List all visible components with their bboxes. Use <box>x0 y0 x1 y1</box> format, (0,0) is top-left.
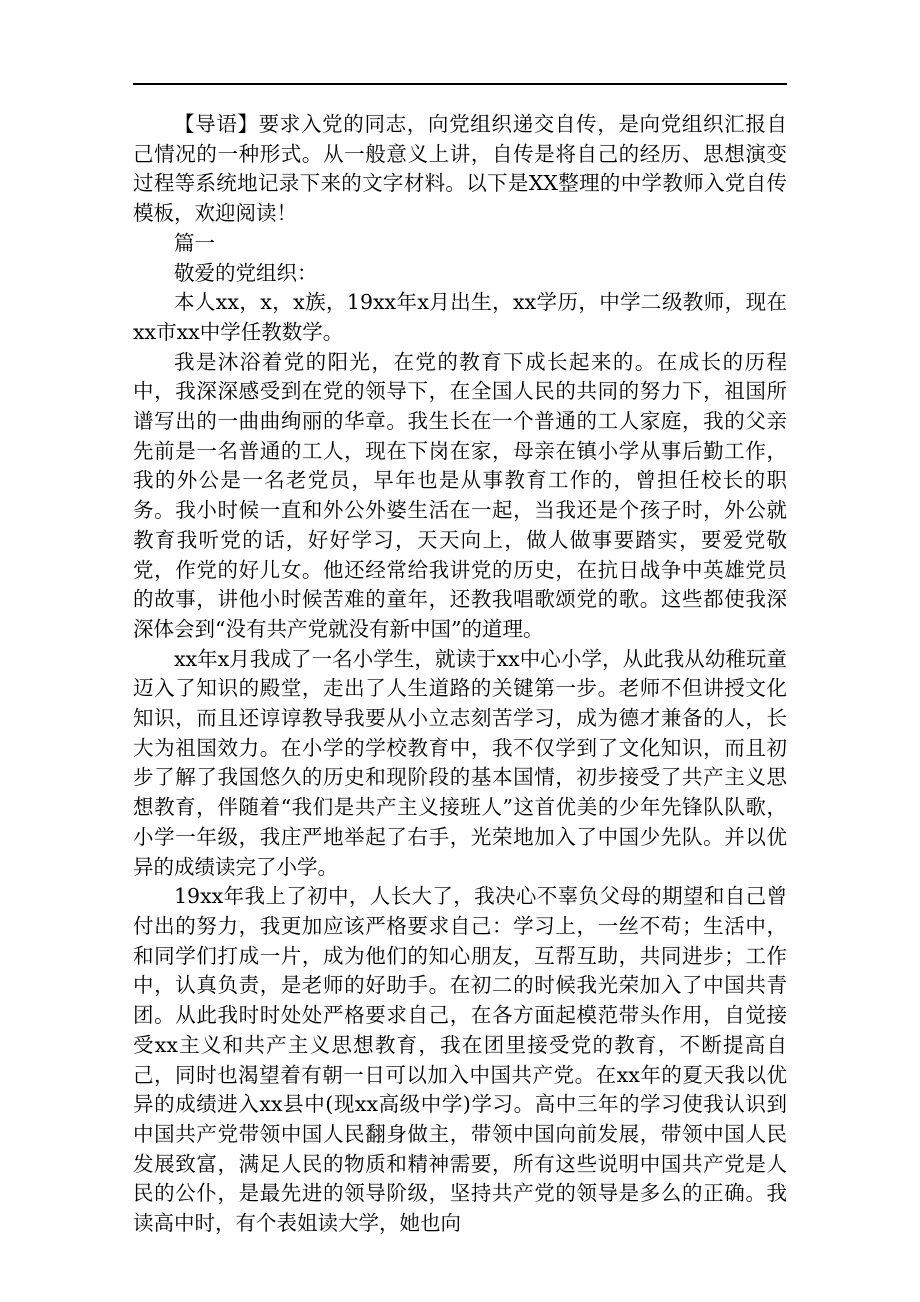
intro-paragraph: 【导语】要求入党的同志，向党组织递交自传，是向党组织汇报自己情况的一种形式。从一般意义上讲，自传是将自己的经历、思想演变过程等系统地记录下来的文字材料。以下是XX整理的中学教师入党自传模板，欢迎阅读！ <box>133 112 787 226</box>
body-paragraph: 19xx年我上了初中，人长大了，我决心不辜负父母的期望和自己曾付出的努力，我更加应该严格要求自己：学习上，一丝不苟；生活中，和同学们打成一片，成为他们的知心朋友，互帮互助，共同进步；工作中，认真负责，是老师的好助手。在初二的时候我光荣加入了中国共青团。从此我时时处处严格要求自己，在各方面起模范带头作用，自觉接受xx主义和共产主义思想教育，我在团里接受党的教育，不断提高自己，同时也渴望着有朝一日可以加入中国共产党。在xx年的夏天我以优异的成绩进入xx县中(现xx高级中学)学习。高中三年的学习使我认识到中国共产党带领中国人民翻身做主，带领中国向前发展，带领中国人民发展致富，满足人民的物质和精神需要，所有这些说明中国共产党是人民的公仆，是最先进的领导阶级，坚持共产党的领导是多么的正确。我读高中时，有个表姐读大学，她也向 <box>133 884 787 1236</box>
header-rule <box>133 83 787 85</box>
body-paragraph: 我是沐浴着党的阳光，在党的教育下成长起来的。在成长的历程中，我深深感受到在党的领导下，在全国人民的共同的努力下，祖国所谱写出的一曲曲绚丽的华章。我生长在一个普通的工人家庭，我的父亲先前是一名普通的工人，现在下岗在家，母亲在镇小学从事后勤工作，我的外公是一名老党员，早年也是从事教育工作的，曾担任校长的职务。我小时候一直和外公外婆生活在一起，当我还是个孩子时，外公就教育我听党的话，好好学习，天天向上，做人做事要踏实，要爱党敬党，作党的好儿女。他还经常给我讲党的历史，在抗日战争中英雄党员的故事，讲他小时候苦难的童年，还教我唱歌颂党的歌。这些都使我深深体会到“没有共产党就没有新中国”的道理。 <box>133 349 787 641</box>
body-paragraph: 本人xx，x，x族，19xx年x月出生，xx学历，中学二级教师，现在xx市xx中学任教数学。 <box>133 290 787 344</box>
section-heading: 篇一 <box>174 230 215 255</box>
salutation: 敬爱的党组织： <box>174 260 318 285</box>
body-paragraph: xx年x月我成了一名小学生，就读于xx中心小学，从此我从幼稚玩童迈入了知识的殿堂，走出了人生道路的关键第一步。老师不但讲授文化知识，而且还谆谆教导我要从小立志刻苦学习，成为德才兼备的人，长大为祖国效力。在小学的学校教育中，我不仅学到了文化知识，而且初步了解了我国悠久的历史和现阶段的基本国情，初步接受了共产主义思想教育，伴随着“我们是共产主义接班人”这首优美的少年先锋队队歌，小学一年级，我庄严地举起了右手，光荣地加入了中国少先队。并以优异的成绩读完了小学。 <box>133 646 787 879</box>
document-body <box>133 110 787 1239</box>
